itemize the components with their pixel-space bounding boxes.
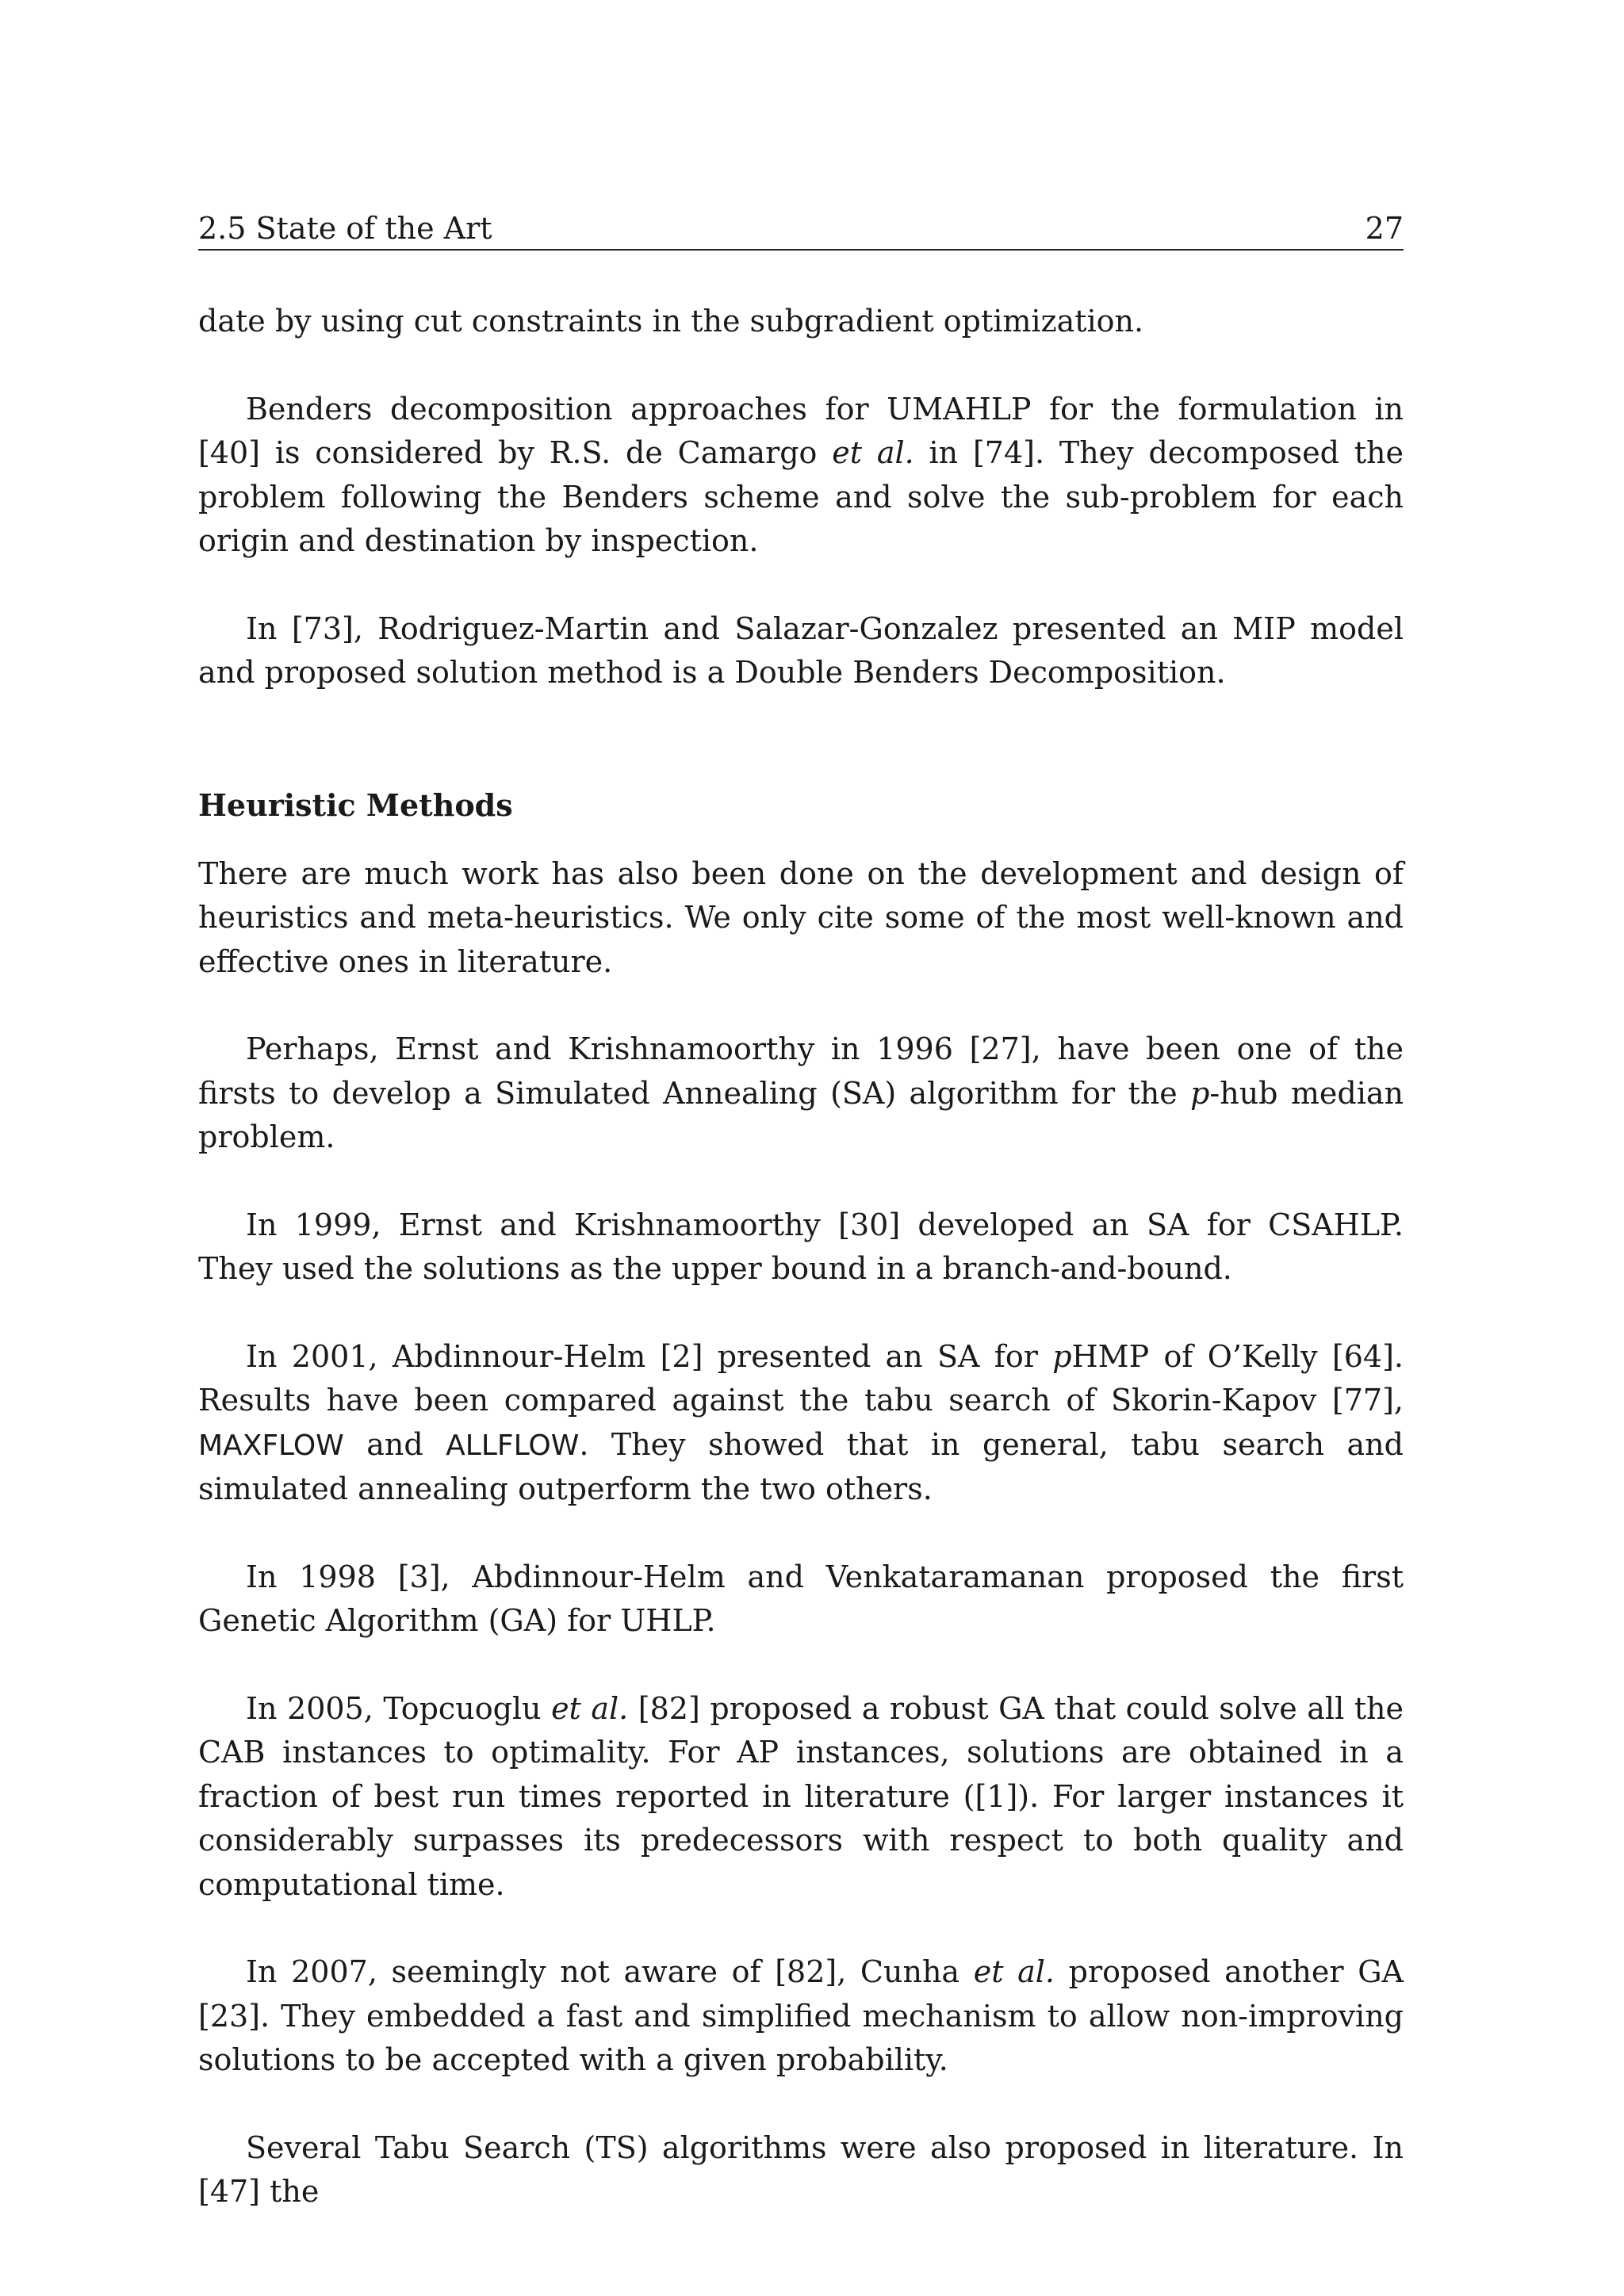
paragraph-heuristics-intro: There are much work has also been done on the development and design of heuristics and meta-heuristics. We only cite some of the most well-known and effective ones in literature. [198,855,1404,979]
running-header [198,208,1404,251]
text-run: In 2001, Abdinnour-Helm [2] presented an SA for [246,1338,1053,1374]
page-body [198,300,1404,2214]
et-al-italic: et al. [832,435,914,470]
text-run: In 2005, Topcuoglu [246,1690,552,1726]
paragraph-continuation: date by using cut constraints in the subgradient optimization. [198,304,1144,339]
math-p: p [1052,1338,1072,1374]
paragraph-ga-1998: In 1998 [3], Abdinnour-Helm and Venkataramanan proposed the first Genetic Algorithm (GA) for UHLP. [198,1559,1404,1638]
et-al-italic: et al. [551,1690,629,1726]
text-run: -hub median problem. [198,1075,1404,1154]
text-run: proposed another GA [23]. They embedded a fast and simplified mechanism to allow non-improving solutions to be accepted with a given probability. [198,1954,1404,2077]
math-p: p [1190,1075,1210,1111]
allflow-label: ALLFLOW [446,1429,580,1462]
paragraph-double-benders: In [73], Rodriguez-Martin and Salazar-Gonzalez presented an MIP model and proposed solution method is a Double Benders Decomposition. [198,610,1404,690]
text-run: Perhaps, Ernst and Krishnamoorthy in 1996 [27], have been one of the firsts to develop a Simulated Annealing (SA) algorithm for the [198,1031,1404,1111]
section-title: 2.5 State of the Art [198,211,492,246]
text-run: in [74]. They decomposed the problem following the Benders scheme and solve the sub-problem for each origin and destination by inspection. [198,435,1404,558]
paragraph-sa-1996 [198,1027,1404,1160]
paragraph-tabu-search: Several Tabu Search (TS) algorithms were also proposed in literature. In [47] the [198,2130,1404,2209]
et-al-italic: et al. [973,1954,1055,1989]
section-heading: Heuristic Methods [198,786,513,823]
text-run: . They showed that in general, tabu search and simulated annealing outperform the two others. [198,1426,1404,1506]
paragraph-sa-2001 [198,1335,1404,1512]
maxflow-label: MAXFLOW [198,1429,344,1462]
page-number: 27 [1365,211,1404,246]
text-run: Benders decomposition approaches for UMAHLP for the formulation in [40] is considered by R.S. de Camargo [198,391,1404,470]
text-run: In 2007, seemingly not aware of [82], Cunha [246,1954,974,1989]
text-run: and [343,1426,446,1462]
paragraph-sa-1999: In 1999, Ernst and Krishnamoorthy [30] developed an SA for CSAHLP. They used the solutions as the upper bound in a branch-and-bound. [198,1207,1404,1286]
text-run: HMP of O’Kelly [64]. Results have been compared against the tabu search of Skorin-Kapov [77], [198,1338,1404,1418]
paragraph-ga-2007 [198,1950,1404,2083]
paragraph-ga-2005 [198,1687,1404,1908]
paragraph-benders [198,388,1404,564]
text-run: [82] proposed a robust GA that could solve all the CAB instances to optimality. For AP instances, solutions are obtained in a fraction of best run times reported in literature ([1]). For larger instances it considerably surpasses its predecessors with respect to both quality and computational time. [198,1690,1404,1902]
